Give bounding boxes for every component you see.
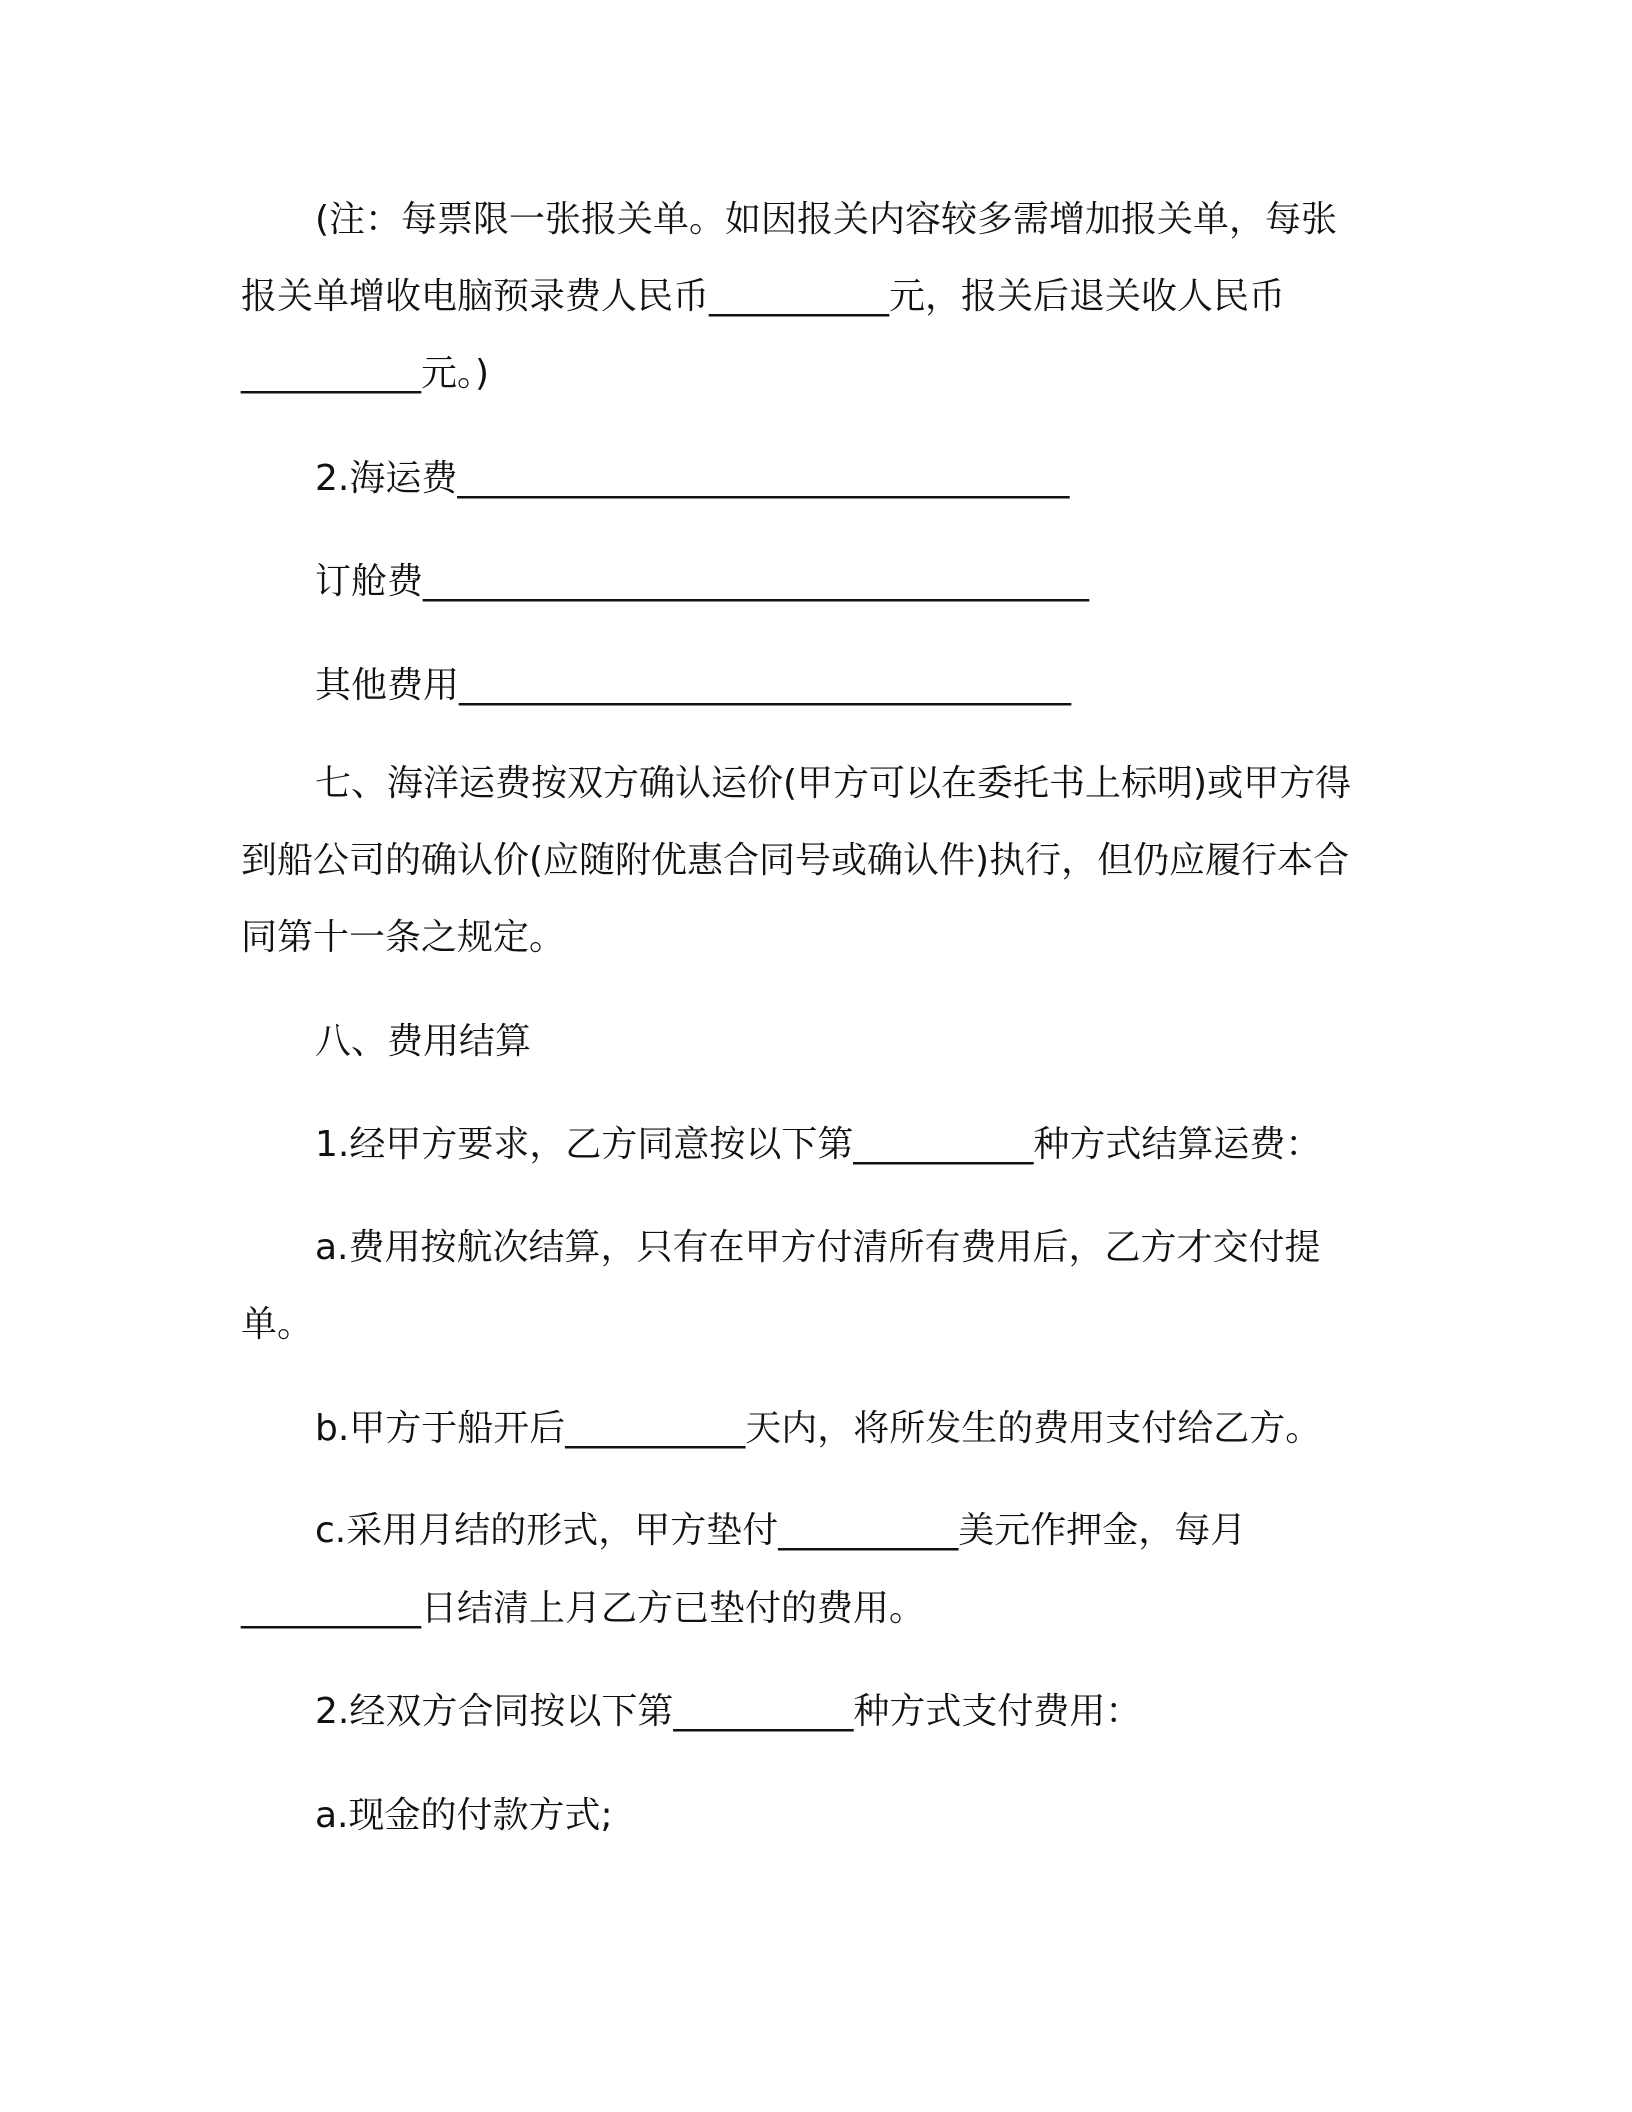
text-line: 同第十一条之规定。 xyxy=(241,917,566,958)
text-line: b.甲方于船开后__________天内，将所发生的费用支付给乙方。 xyxy=(315,1408,1322,1449)
text-line: 其他费用__________________________________ xyxy=(315,665,1072,706)
text-line: 1.经甲方要求，乙方同意按以下第__________种方式结算运费： xyxy=(315,1124,1322,1165)
text-line: 到船公司的确认价(应随附优惠合同号或确认件)执行，但仍应履行本合 xyxy=(241,840,1350,881)
text-line: (注：每票限一张报关单。如因报关内容较多需增加报关单，每张 xyxy=(315,199,1338,240)
text-line: a.费用按航次结算，只有在甲方付清所有费用后，乙方才交付提 xyxy=(315,1227,1321,1268)
section-heading: 八、费用结算 xyxy=(315,1021,532,1062)
text-line: 订舱费_____________________________________ xyxy=(315,561,1090,602)
text-line: c.采用月结的形式，甲方垫付__________美元作押金，每月 xyxy=(315,1510,1247,1551)
text-line: 2.海运费__________________________________ xyxy=(315,458,1070,499)
text-line: 七、海洋运费按双方确认运价(甲方可以在委托书上标明)或甲方得 xyxy=(315,763,1352,804)
text-line: 2.经双方合同按以下第__________种方式支付费用： xyxy=(315,1691,1142,1732)
text-line: 报关单增收电脑预录费人民币__________元，报关后退关收人民币 xyxy=(241,276,1286,317)
text-line: a.现金的付款方式; xyxy=(315,1795,613,1836)
text-line: __________日结清上月乙方已垫付的费用。 xyxy=(241,1588,926,1629)
text-line: __________元。) xyxy=(241,353,490,394)
text-line: 单。 xyxy=(241,1304,314,1345)
